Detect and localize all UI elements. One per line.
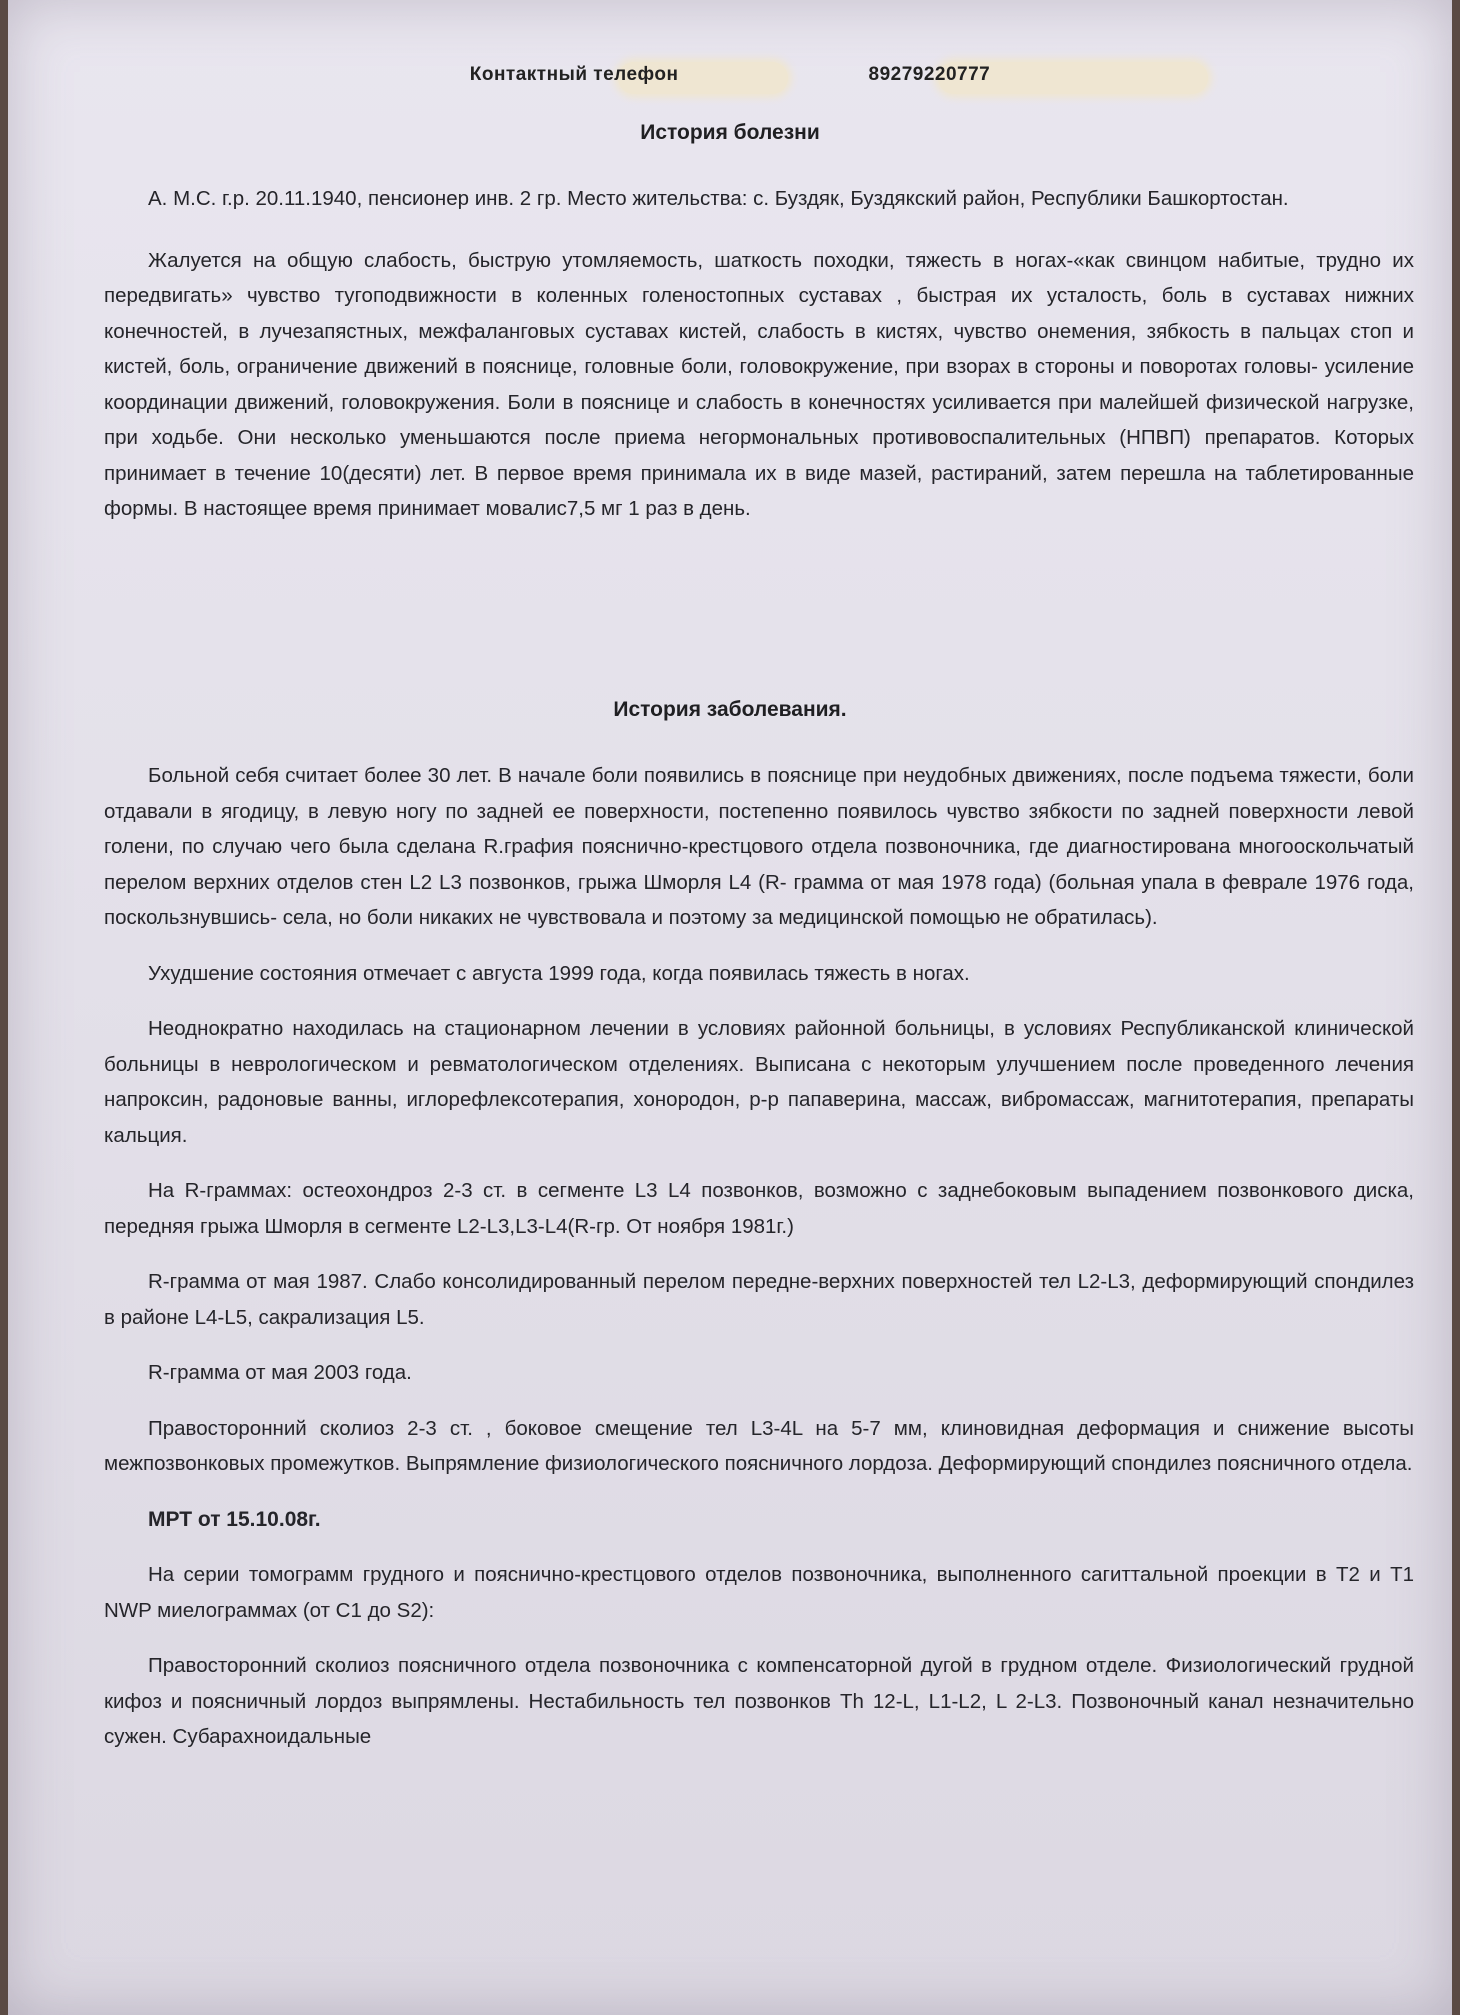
- document-page: [8, 0, 1452, 2015]
- paragraph: Больной себя считает более 30 лет. В начале боли появились в пояснице при неудобных движениях, после подъема тяжести, боли отдавали в ягодицу, в левую ногу по задней ее поверхности, постепенно появилось чувство зябкости по задней поверхности левой голени, по случаю чего была сделана R.графия пояснично-крестцового отдела позвоночника, где диагностирована многооскольчатый перелом верхних отделов стен L2 L3 позвонков, грыжа Шморля L4 (R- грамма от мая 1978 года) (больная упала в феврале 1976 года, поскользнувшись- села, но боли никаких не чувствовала и поэтому за медицинской помощью не обратилась).: [104, 764, 1414, 929]
- complaints-paragraph: Жалуется на общую слабость, быструю утомляемость, шаткость походки, тяжесть в ногах-«как свинцом набитые, трудно их передвигать» чувство тугоподвижности в коленных голеностопных суставах , быстрая их усталость, боль в суставах нижних конечностей, в лучезапястных, межфаланговых суставах кистей, слабость в кистях, чувство онемения, зябкость в пальцах стоп и кистей, боль, ограничение движений в пояснице, головные боли, головокружение, при взорах в стороны и поворотах головы- усиление координации движений, головокружения. Боли в пояснице и слабость в конечностях усиливается при малейшей физической нагрузке, при ходьбе. Они несколько уменьшаются после приема негормональных противовоспалительных (НПВП) препаратов. Которых принимает в течение 10(десяти) лет. В первое время принимала их в виде мазей, растираний, затем перешла на таблетированные формы. В настоящее время принимает мовалис7,5 мг 1 раз в день.: [104, 248, 1414, 520]
- mrt-paragraph: Правосторонний сколиоз поясничного отдела позвоночника с компенсаторной дугой в грудном отделе. Физиологический грудной кифоз и поясничный лордоз выпрямлены. Нестабильность тел позвонков Th 12-L, L1-L2, L 2-L3. Позвоночный канал незначительно сужен. Субарахноидальные: [104, 1654, 1414, 1748]
- intro-block: [104, 181, 1414, 527]
- paragraph: Ухудшение состояния отмечает с августа 1999 года, когда появилась тяжесть в ногах.: [148, 961, 970, 985]
- mrt-heading: МРТ от 15.10.08г.: [148, 1507, 321, 1531]
- paragraph: R-грамма от мая 1987. Слабо консолидированный перелом передне-верхних поверхностей тел L2-L3, деформирующий спондилез в районе L4-L5, сакрализация L5.: [104, 1270, 1414, 1329]
- disease-history-title: История заболевания.: [613, 698, 847, 721]
- paragraph: На R-граммах: остеохондроз 2-3 ст. в сегменте L3 L4 позвонков, возможно с заднебоковым выпадением позвонкового диска, передняя грыжа Шморля в сегменте L2-L3,L3-L4(R-гр. От ноября 1981г.): [104, 1179, 1414, 1238]
- disease-history-block: [104, 758, 1414, 1755]
- history-title: История болезни: [640, 121, 820, 144]
- patient-info: А. М.С. г.р. 20.11.1940, пенсионер инв. 2 гр. Место жительства: с. Буздяк, Буздякский район, Республики Башкортостан.: [148, 187, 1289, 210]
- contact-phone: 89279220777: [868, 64, 991, 85]
- contact-line: [8, 64, 1452, 86]
- mrt-paragraph: На серии томограмм грудного и пояснично-крестцового отделов позвоночника, выполненного сагиттальной проекции в Т2 и Т1 NWP миелограммах (от С1 до S2):: [104, 1563, 1414, 1622]
- paragraph: Правосторонний сколиоз 2-3 ст. , боковое смещение тел L3-4L на 5-7 мм, клиновидная деформация и снижение высоты межпозвонковых промежутков. Выпрямление физиологического поясничного лордоза. Деформирующий спондилез поясничного отдела.: [104, 1416, 1414, 1475]
- contact-label: Контактный телефон: [469, 64, 679, 85]
- paragraph: R-грамма от мая 2003 года.: [148, 1361, 412, 1384]
- paragraph: Неоднократно находилась на стационарном лечении в условиях районной больницы, в условиях Республиканской клинической больницы в неврологическом и ревматологическом отделениях. Выписана с некоторым улучшением после проведенного лечения напроксин, радоновые ванны, иглорефлексотерапия, хонородон, р-р папаверина, массаж, вибромассаж, магнитотерапия, препараты кальция.: [104, 1017, 1414, 1147]
